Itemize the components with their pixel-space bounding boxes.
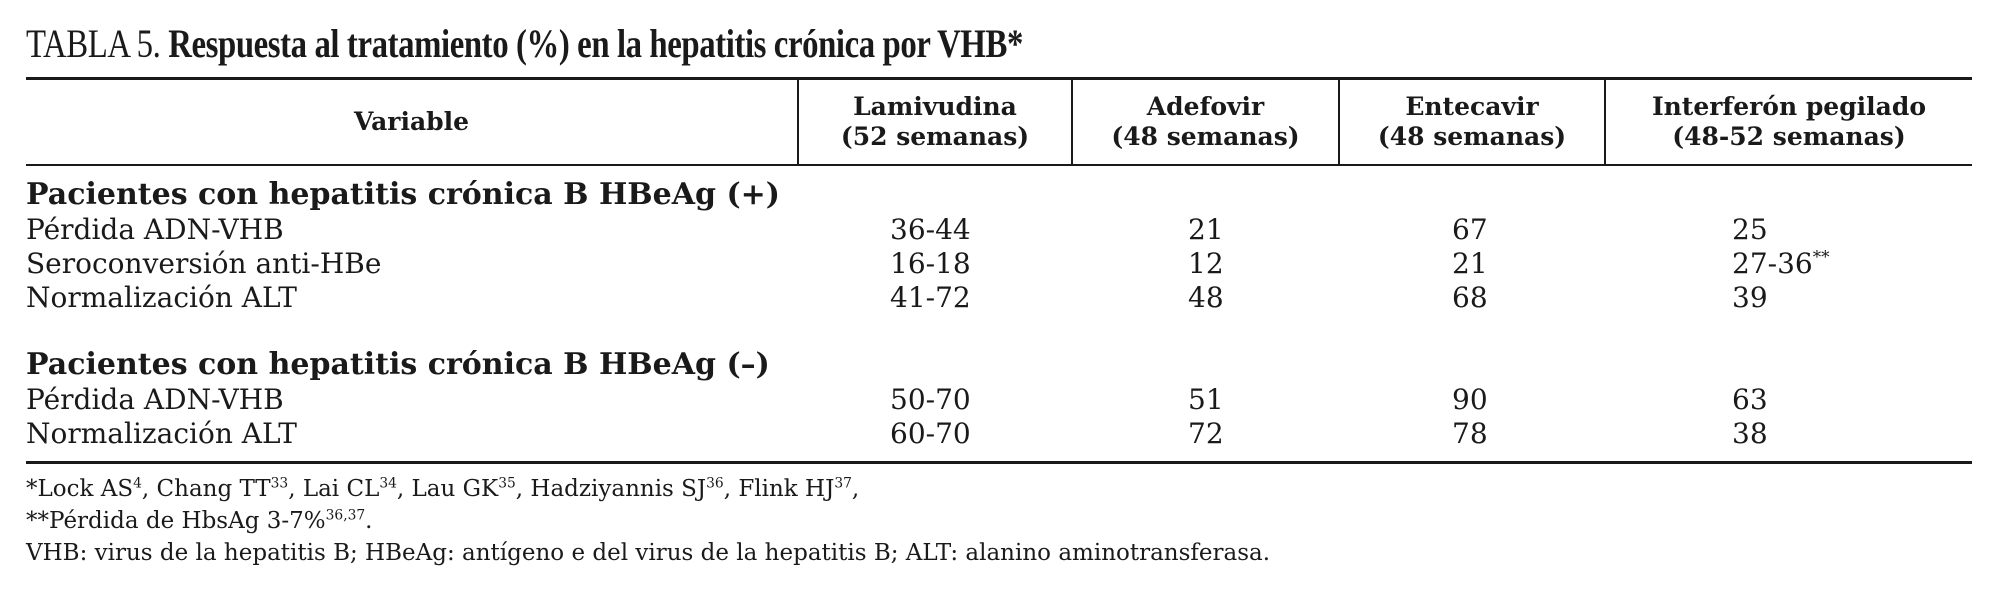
table-cell: 60-70 [890, 417, 971, 450]
group-title: Pacientes con hepatitis crónica B HBeAg (–) [26, 347, 770, 382]
row-label: Pérdida ADN-VHB [26, 383, 284, 416]
table-cell: 67 [1452, 213, 1488, 246]
column-header-line: Variable [353, 107, 470, 136]
ref-name: Lai CL [302, 476, 380, 502]
column-header-adefovir [1073, 80, 1338, 164]
column-header-line: (48 semanas) [1111, 122, 1300, 151]
table-cell: 68 [1452, 281, 1488, 314]
ref-name: Lock AS [37, 476, 134, 502]
table-cell: 21 [1452, 247, 1488, 280]
table-cell: 36-44 [890, 213, 971, 246]
table-cell: 25 [1732, 213, 1768, 246]
table-cell: 21 [1188, 213, 1224, 246]
table-cell: 90 [1452, 383, 1488, 416]
table-caption [26, 18, 1242, 70]
column-header-variable [26, 80, 797, 164]
ref-number: 4 [133, 475, 142, 492]
row-label: Normalización ALT [26, 417, 297, 450]
table-cell: 51 [1188, 383, 1224, 416]
ref-number: 37 [834, 475, 852, 492]
column-header-line: Entecavir [1405, 92, 1539, 121]
cell-value: 27-36 [1732, 247, 1813, 280]
column-header-line: Lamivudina [853, 92, 1017, 121]
header-bottom-rule [26, 164, 1972, 166]
ref-name: Chang TT [156, 476, 271, 502]
table-cell: 48 [1188, 281, 1224, 314]
group-title: Pacientes con hepatitis crónica B HBeAg (+) [26, 177, 780, 212]
table-cell: 39 [1732, 281, 1768, 314]
table-cell: 38 [1732, 417, 1768, 450]
row-label: Seroconversión anti-HBe [26, 247, 382, 280]
column-header-line: Adefovir [1146, 92, 1265, 121]
column-header-entecavir [1340, 80, 1604, 164]
footnote-marker: * [26, 476, 38, 502]
table-title: Respuesta al tratamiento (%) en la hepatitis crónica por VHB* [168, 21, 1023, 66]
column-header-line: (48 semanas) [1377, 122, 1567, 151]
column-header-lamivudina [799, 80, 1071, 164]
ref-number: 36,37 [325, 507, 366, 524]
footnote-hbsag [26, 506, 372, 536]
footnote-end: . [365, 508, 373, 534]
table-cell: 12 [1188, 247, 1224, 280]
table-cell: 41-72 [890, 281, 971, 314]
row-label: Pérdida ADN-VHB [26, 213, 284, 246]
column-header-line: (52 semanas) [840, 122, 1030, 151]
table-cell-with-note [1732, 247, 1830, 281]
footnote-trailing: , [851, 476, 860, 502]
ref-number: 36 [706, 475, 724, 492]
table-cell: 63 [1732, 383, 1768, 416]
row-label: Normalización ALT [26, 281, 297, 314]
table-bottom-rule [26, 461, 1972, 464]
table-cell: 16-18 [890, 247, 971, 280]
footnote-references: *Lock $AS^4$, Chang TT$^{33}$, Lai CL$^{34}$, Lau GK$^{35}$, Hadziyannis SJ$^{36}$, Flink HJ$^{37}$, [26, 475, 860, 502]
ref-name: Hadziyannis SJ [530, 476, 707, 502]
ref-name: Lau GK [411, 476, 499, 502]
footnote-text: **Pérdida de HbsAg 3-7% [26, 508, 326, 534]
cell-note-marker: ** [1812, 246, 1830, 267]
ref-number: 34 [379, 475, 397, 492]
table-cell: 50-70 [890, 383, 971, 416]
ref-name: Flink HJ [738, 476, 835, 502]
footnote-abbreviations: VHB: virus de la hepatitis B; HBeAg: antígeno e del virus de la hepatitis B; ALT: alanino aminotransferasa. [26, 540, 1271, 566]
column-header-line: Interferón pegilado [1651, 92, 1927, 121]
table-cell: 78 [1452, 417, 1488, 450]
table-cell: 72 [1188, 417, 1224, 450]
table-label: TABLA 5. [26, 21, 161, 66]
ref-number: 33 [270, 475, 289, 492]
ref-number: 35 [498, 475, 516, 492]
column-header-line: (48-52 semanas) [1672, 122, 1906, 151]
column-header-interferon [1606, 80, 1972, 164]
